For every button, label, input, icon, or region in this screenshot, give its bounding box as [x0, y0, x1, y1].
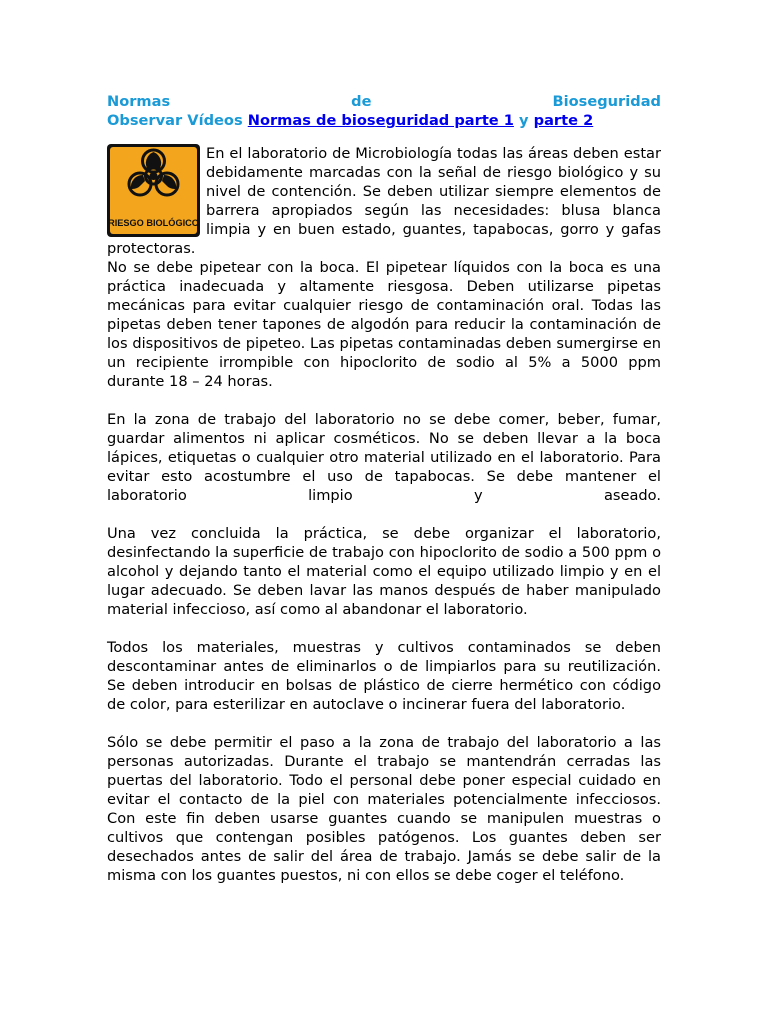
title-word-1: Normas — [107, 93, 171, 110]
title-line — [107, 92, 661, 111]
paragraph-1: En el laboratorio de Microbiología todas las áreas deben estar debidamente marcadas con la señal de riesgo biológico y su nivel de contención. Se deben utilizar siempre elementos de barrera apropiados según las necesidades: blusa blanca limpia y en buen estado, guantes, tapabocas, gorro y gafas protectoras. — [107, 145, 661, 257]
paragraph-6: Sólo se debe permitir el paso a la zona de trabajo del laboratorio a las personas autorizadas. Durante el trabajo se mantendrán cerradas las puertas del laboratorio. Todo el personal debe poner especial cuidado en evitar el contacto de la piel con materiales potencialmente infecciosos. Con este fin deben usarse guantes cuando se manipulen muestras o cultivos que contengan posibles patógenos. Los guantes deben ser desechados antes de salir del área de trabajo. Jamás se debe salir de la misma con los guantes puestos, ni con ellos se debe coger el teléfono. — [107, 734, 661, 884]
paragraph-4: Una vez concluida la práctica, se debe organizar el laboratorio, desinfectando la superficie de trabajo con hipoclorito de sodio a 500 ppm o alcohol y dejando tanto el material como el equipo utilizado limpio y en el lugar adecuado. Se deben lavar las manos después de haber manipulado material infeccioso, así como al abandonar el laboratorio. — [107, 525, 661, 618]
videos-line — [107, 111, 661, 130]
paragraph-3: En la zona de trabajo del laboratorio no se debe comer, beber, fumar, guardar alimentos ni aplicar cosméticos. No se deben llevar a la boca lápices, etiquetas o cualquier otro material utilizado en el laboratorio. Para evitar esto acostumbre el uso de tapabocas. Se debe mantener el laboratorio limpio y aseado. — [107, 411, 661, 504]
video-link-part-1[interactable]: Normas de bioseguridad parte 1 — [247, 112, 514, 129]
title-word-3: Bioseguridad — [552, 93, 661, 110]
observe-videos-label: Observar Vídeos — [107, 112, 243, 129]
link-connector: y — [519, 112, 529, 129]
title-word-2: de — [351, 93, 372, 110]
biohazard-sign — [107, 144, 200, 237]
biohazard-icon — [107, 144, 200, 237]
paragraph-2: No se debe pipetear con la boca. El pipetear líquidos con la boca es una práctica inadecuada y altamente riesgosa. Deben utilizarse pipetas mecánicas para evitar cualquier riesgo de contaminación oral. Todas las pipetas deben tener tapones de algodón para reducir la contaminación de los dispositivos de pipeteo. Las pipetas contaminadas deben sumergirse en un recipiente irrompible con hipoclorito de sodio al 5% a 5000 ppm durante 18 – 24 horas. — [107, 259, 661, 390]
video-link-part-2[interactable]: parte 2 — [533, 112, 594, 129]
sign-label: RIESGO BIOLÓGICO — [108, 218, 199, 228]
intro-block — [107, 144, 661, 258]
document-content — [107, 92, 661, 885]
paragraph-5: Todos los materiales, muestras y cultivos contaminados se deben descontaminar antes de eliminarlos o de limpiarlos para su reutilización. Se deben introducir en bolsas de plástico de cierre hermético con código de color, para esterilizar en autoclave o incinerar fuera del laboratorio. — [107, 639, 661, 713]
